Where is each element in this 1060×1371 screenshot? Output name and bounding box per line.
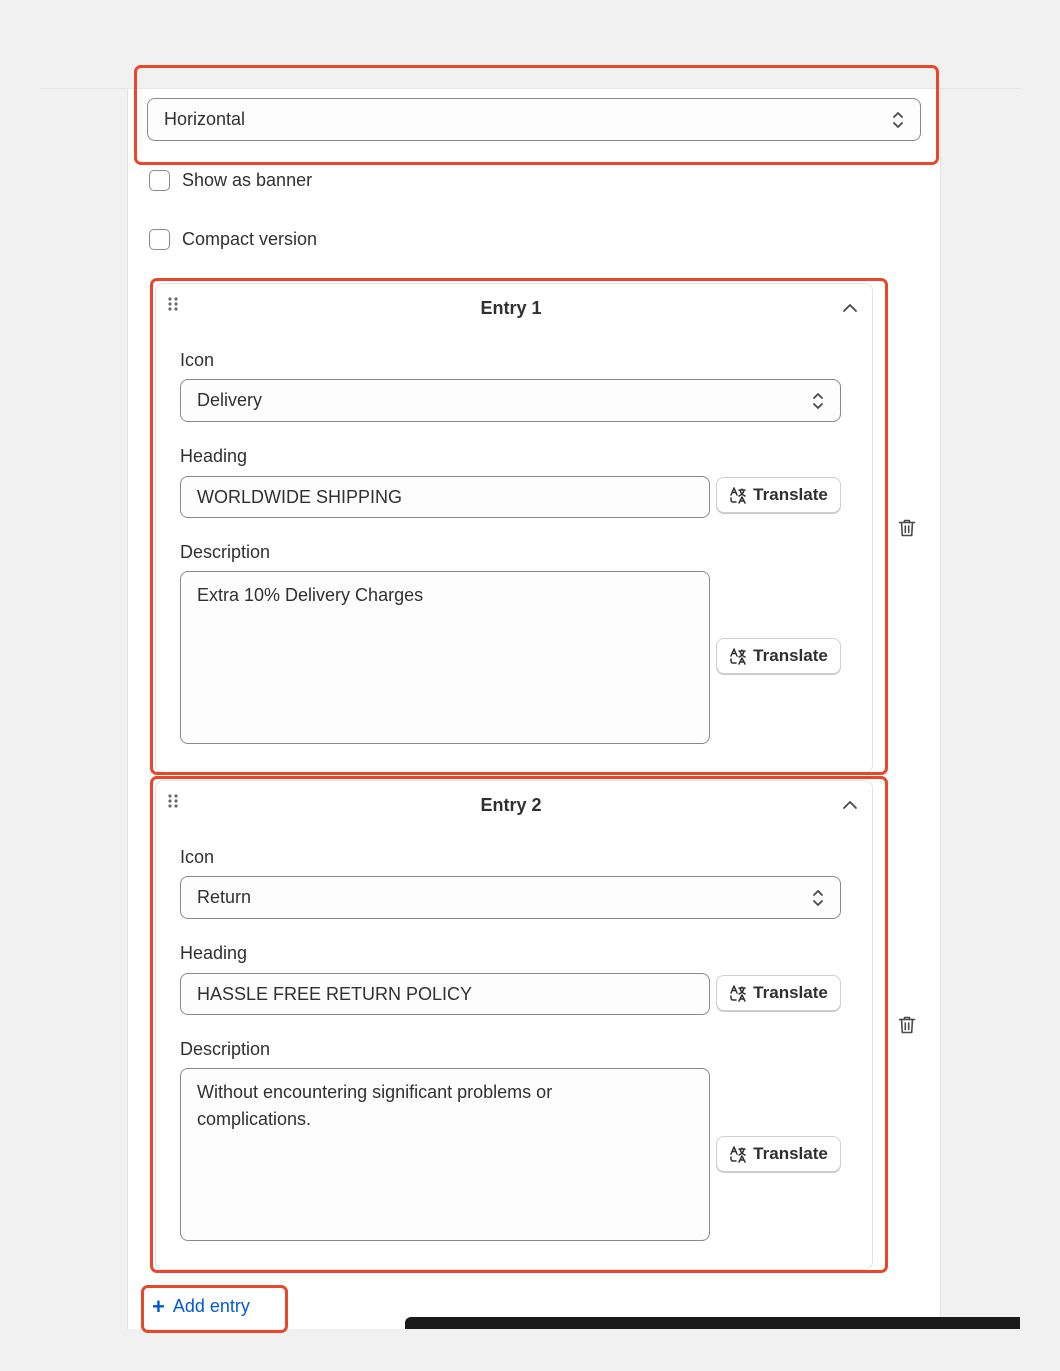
- entry-1-description-textarea[interactable]: Extra 10% Delivery Charges: [180, 571, 710, 744]
- bottom-bar: [405, 1317, 1020, 1329]
- compact-version-row[interactable]: [149, 229, 317, 250]
- entry-1-icon-value: Delivery: [197, 390, 263, 410]
- translate-label: Translate: [753, 646, 828, 665]
- select-arrows-icon: [812, 888, 824, 908]
- translate-label: Translate: [753, 1144, 828, 1163]
- entry-2-heading-input[interactable]: HASSLE FREE RETURN POLICY: [180, 973, 710, 1015]
- translate-icon: [729, 486, 747, 504]
- entry-1-title[interactable]: Entry 1: [480, 298, 542, 318]
- entry-2-title[interactable]: Entry 2: [480, 795, 542, 815]
- translate-label: Translate: [753, 485, 828, 504]
- translate-icon: [729, 647, 747, 665]
- trash-icon[interactable]: [898, 518, 916, 538]
- entry-1-icon-select[interactable]: [180, 379, 841, 422]
- entry-1-heading-label: Heading: [180, 446, 248, 466]
- entry-2-heading-translate-button[interactable]: [716, 975, 841, 1011]
- translate-icon: [729, 1145, 747, 1163]
- select-arrows-icon: [812, 391, 824, 411]
- add-entry-label: Add entry: [172, 1296, 250, 1316]
- entry-2-description-label: Description: [180, 1039, 271, 1059]
- entry-1-heading-input[interactable]: WORLDWIDE SHIPPING: [180, 476, 710, 518]
- entry-1-description-label: Description: [180, 542, 271, 562]
- plus-icon: +: [152, 1293, 165, 1319]
- translate-label: Translate: [753, 983, 828, 1002]
- translate-icon: [729, 984, 747, 1002]
- chevron-up-icon[interactable]: [842, 800, 858, 810]
- compact-version-checkbox[interactable]: [149, 229, 170, 250]
- chevron-up-icon[interactable]: [842, 303, 858, 313]
- select-arrows-icon: [892, 110, 904, 130]
- show-as-banner-checkbox[interactable]: [149, 170, 170, 191]
- trash-icon[interactable]: [898, 1015, 916, 1035]
- layout-select-value: Horizontal: [164, 109, 246, 129]
- entry-2-description-translate-button[interactable]: [716, 1136, 841, 1172]
- entry-2-icon-select[interactable]: [180, 876, 841, 919]
- show-as-banner-row[interactable]: [149, 170, 312, 191]
- entry-1-description-translate-button[interactable]: [716, 638, 841, 674]
- layout-select[interactable]: [147, 98, 921, 141]
- entry-2-icon-value: Return: [197, 887, 252, 907]
- compact-version-label: Compact version: [182, 229, 318, 249]
- entry-2-description-textarea[interactable]: Without encountering significant problems or complications.: [180, 1068, 710, 1241]
- entry-1-heading-translate-button[interactable]: [716, 477, 841, 513]
- add-entry-button[interactable]: [152, 1293, 250, 1319]
- entry-2-icon-label: Icon: [180, 847, 215, 867]
- show-as-banner-label: Show as banner: [182, 170, 313, 190]
- entry-2-heading-label: Heading: [180, 943, 248, 963]
- entry-1-icon-label: Icon: [180, 350, 215, 370]
